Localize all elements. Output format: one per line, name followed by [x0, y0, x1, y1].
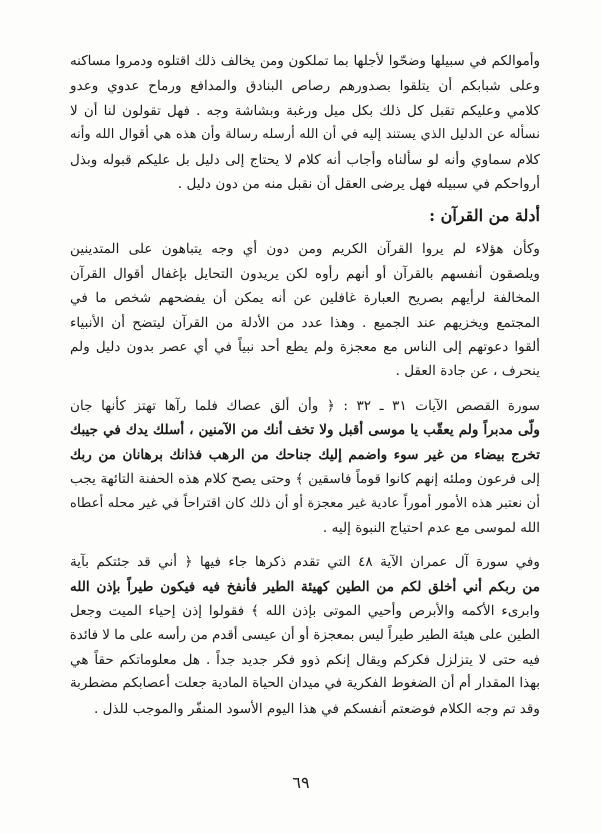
text-line: إلى فرعون وملئه إنهم كانوا قوماً فاسقين ﴾ وحتى يصح كلام هذه الحفنة التائهة يجب	[70, 471, 540, 488]
text-line: وقد تم وجه الكلام فوضعتم أنفسكم في هذا اليوم الأسود المنفّر والموجب للذل .	[93, 700, 540, 717]
text-line: المجتمع ويخزيهم عند الجميع . وهذا عدد من الأدلة من القرآن ليتضح أن الأنبياء	[70, 314, 540, 331]
paragraph-1	[70, 50, 540, 196]
text-line: وفي سورة آل عمران الآية ٤٨ التي تقدم ذكرها جاء فيها ﴿ أني قد جئتكم بآية	[70, 554, 540, 571]
text-line: بهذا المقدار أم أن الضغوط الفكرية في ميدان الحياة المادية جعلت أعصابكم مضطربة	[70, 676, 540, 692]
text-line: سورة القصص الآيات ٣١ ـ ٣٢ : ﴿ وأن ألق عصاك فلما رآها تهتز كأنها جان	[70, 397, 540, 414]
text-line: تخرج بيضاء من غير سوء واضمم إليك جناحك من الرهب فذانك برهانان من ربك	[70, 446, 540, 463]
paragraph-4	[70, 550, 540, 721]
text-line: ينحرف ، عن جادة العقل .	[395, 363, 540, 380]
text-line: الله لموسى مع عدم احتياج النبوة إليه .	[322, 519, 540, 536]
text-line: وابرىء الأكمه والأبرص وأحيي الموتى بإذن الله ﴾ فقولوا إذن إحياء الميت وجعل	[70, 603, 540, 620]
text-line: فيه حتى لا يتزلزل فكركم ويقال إنكم ذوو فكر جديد جداً . هل معلوماتكم حقاً هي	[70, 651, 540, 668]
text-line: وأموالكم في سبيلها وضحّوا لأجلها بما تملكون ومن يخالف ذلك اقتلوه ودمروا مساكنه	[70, 54, 540, 69]
text-line: نسأله عن الدليل الذي يستند إليه في أن الله أرسله رسالة وأن هذه هي أقوال الله وأنه	[70, 127, 540, 143]
paragraph-3	[70, 394, 540, 540]
section-heading: أدلة من القرآن :	[429, 206, 540, 226]
paragraph-2	[70, 237, 540, 383]
text-line: وكأن هؤلاء لم يروا القرآن الكريم ومن دون أي وجه يتباهون على المتدينين	[70, 241, 540, 258]
text-line: من ربكم أني أخلق لكم من الطين كهيئة الطير فأنفخ فيه فيكون طيراً بإذن الله	[70, 578, 540, 595]
text-line: ولّى مدبراً ولم يعقّب يا موسى أقبل ولا تخف أنك من الآمنين ، أسلك يدك في جيبك	[70, 422, 540, 439]
page-number: ٦٩	[292, 773, 310, 792]
text-line: كلام سماوي وأنه لو سألناه وأجاب أنه كلام لا يحتاج إلى دليل بل عليكم قبوله وبذل	[70, 151, 540, 168]
text-line: كلامي وعليكم تقبل كل ذلك بكل ميل ورغبة وبشاشة وجه . فهل تقولون لنا أن لا	[70, 102, 540, 119]
text-line: أن نعتبر هذه الأمور أموراً عادية غير معجزة أو أن ذلك كان اقتراحاً في غير محله أعطاه	[70, 495, 540, 511]
text-line: المخالفة لرأيهم بصريح العبارة غافلين عن أنه يمكن أن يفضحهم شخص ما في	[70, 290, 540, 307]
text-line: ألقوا دعوتهم إلى الناس مع معجزة ولم يطع أحد نبياً في أي عصر بدون دليل ولم	[70, 339, 540, 356]
page-body	[70, 50, 540, 721]
text-line: وعلى شبابكم أن يتلقوا بصدورهم رصاص البنادق والمدافع ورماح عدوي وعدو	[70, 78, 540, 95]
text-line: أرواحكم في سبيله فهل يرضى العقل أن نقبل منه من دون دليل .	[177, 176, 540, 193]
text-line: الطين على هيئة الطير طيراً ليس بمعجزة أو أن عيسى أقدم من رأسه على ما لا فائدة	[69, 627, 540, 643]
text-line: ويلصقون أنفسهم بالقرآن أو أنهم رأوه لكن يريدون التحايل بإغفال أقوال القرآن	[70, 265, 540, 282]
